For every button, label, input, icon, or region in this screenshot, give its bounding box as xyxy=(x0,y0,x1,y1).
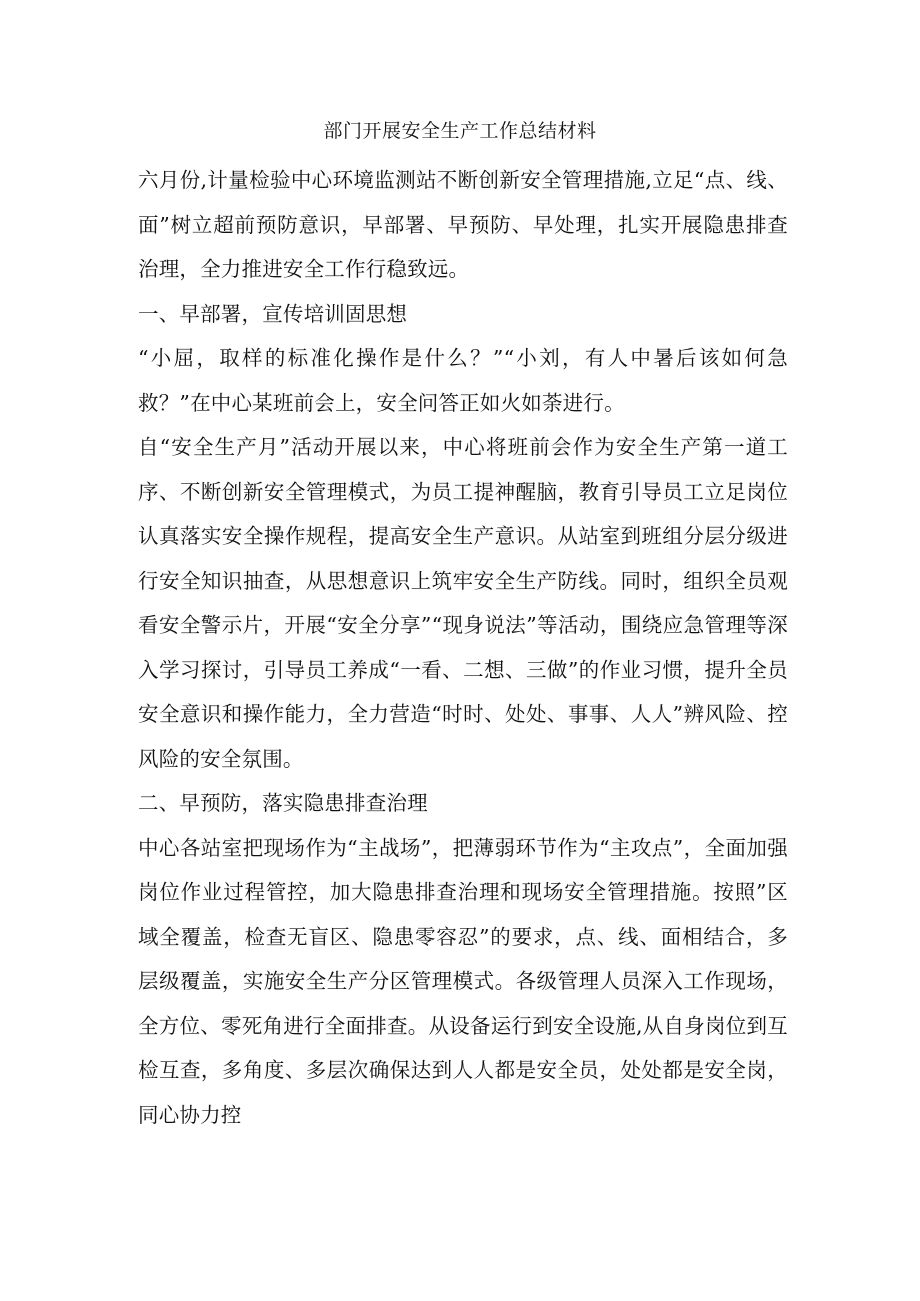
document-title: 部门开展安全生产工作总结材料 xyxy=(323,120,597,142)
document-body xyxy=(138,158,788,1137)
qa-paragraph: “小屈，取样的标准化操作是什么？”“小刘，有人中暑后该如何急救？”在中心某班前会上，安全问答正如火如荼进行。 xyxy=(138,346,788,415)
section-heading-1: 一、早部署，宣传培训固思想 xyxy=(138,301,408,326)
intro-paragraph: 六月份,计量检验中心环境监测站不断创新安全管理措施,立足“点、线、面”树立超前预防意识，早部署、早预防、早处理，扎实开展隐患排查治理，全力推进安全工作行稳致远。 xyxy=(138,168,788,281)
inspection-paragraph: 中心各站室把现场作为“主战场”，把薄弱环节作为“主攻点”，全面加强岗位作业过程管控，加大隐患排查治理和现场安全管理措施。按照”区域全覆盖，检查无盲区、隐患零容忍”的要求，点、线、面相结合，多层级覆盖，实施安全生产分区管理模式。各级管理人员深入工作现场，全方位、零死角进行全面排查。从设备运行到安全设施,从自身岗位到互检互查，多角度、多层次确保达到人人都是安全员，处处都是安全岗，同心协力控 xyxy=(138,835,788,1127)
section-heading-2: 二、早预防，落实隐患排查治理 xyxy=(138,791,428,815)
safety-month-paragraph: 自“安全生产月”活动开展以来，中心将班前会作为安全生产第一道工序、不断创新安全管理模式，为员工提神醒脑，教育引导员工立足岗位认真落实安全操作规程，提高安全生产意识。从站室到班组分层分级进行安全知识抽查，从思想意识上筑牢安全生产防线。同时，组织全员观看安全警示片，开展“安全分享”“现身说法”等活动，围绕应急管理等深入学习探讨，引导员工养成“一看、二想、三做”的作业习惯，提升全员安全意识和操作能力，全力营造“时时、处处、事事、人人”辨风险、控风险的安全氛围。 xyxy=(138,435,788,771)
